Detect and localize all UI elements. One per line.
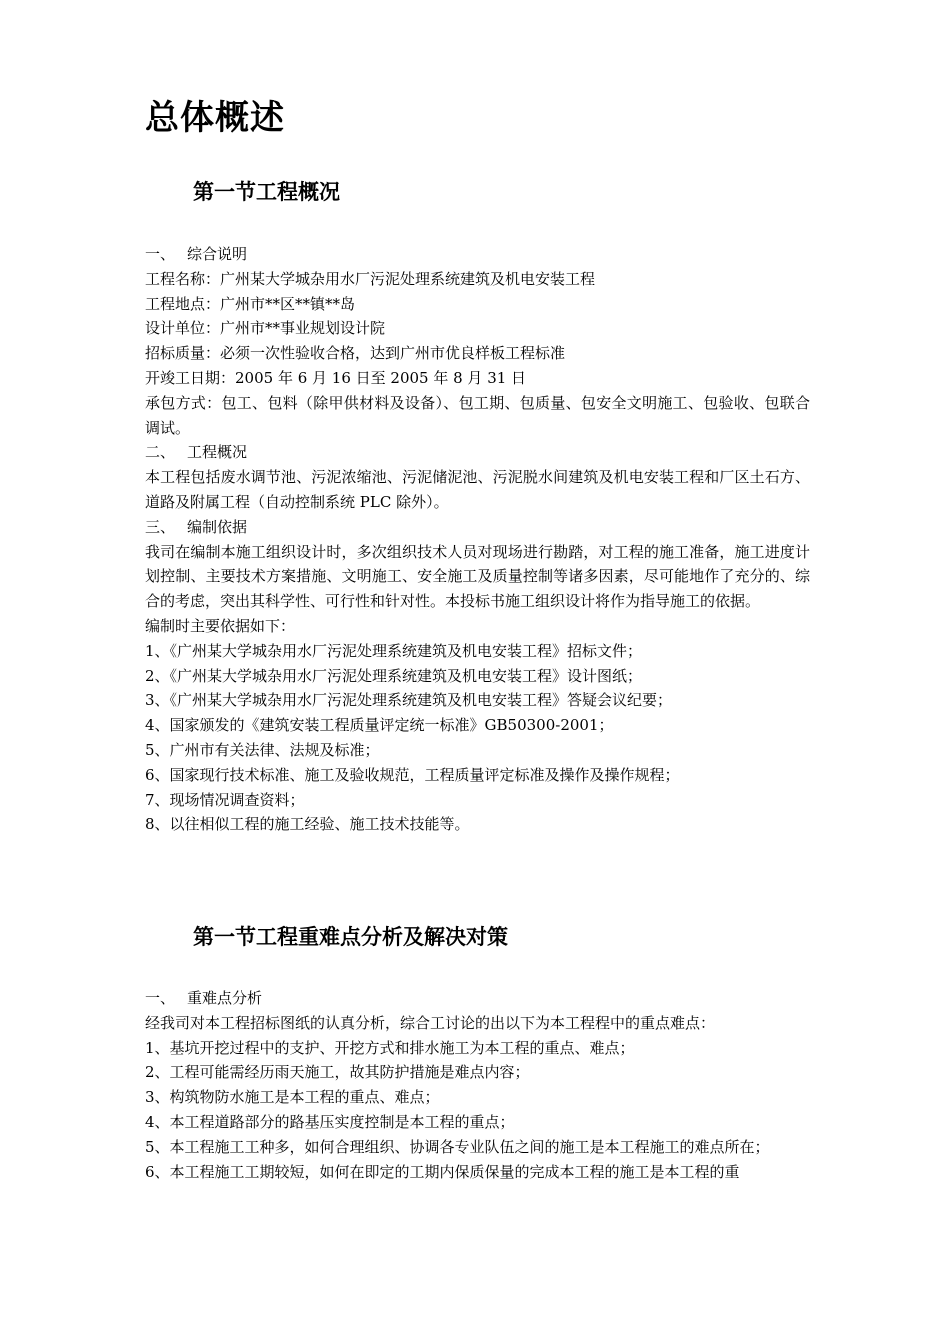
difficulty-item: 5、本工程施工工种多，如何合理组织、协调各专业队伍之间的施工是本工程施工的难点所在； (145, 1137, 770, 1156)
subheading-label: 重难点分析 (187, 989, 263, 1007)
subheading-label: 工程概况 (187, 443, 248, 462)
section-1-body (145, 242, 810, 837)
basis-item: 8、以往相似工程的施工经验、施工技术技能等。 (145, 815, 470, 834)
difficulty-item: 4、本工程道路部分的路基压实度控制是本工程的重点； (145, 1112, 515, 1131)
basis-item: 1、《广州某大学城杂用水厂污泥处理系统建筑及机电安装工程》招标文件； (145, 641, 643, 660)
overview-paragraph: 本工程包括废水调节池、污泥浓缩池、污泥储泥池、污泥脱水间建筑及机电安装工程和厂区土石方、道路及附属工程（自动控制系统 PLC 除外）。 (145, 468, 810, 511)
basis-item: 6、国家现行技术标准、施工及验收规范，工程质量评定标准及操作及操作规程； (145, 765, 680, 784)
subheading-label: 综合说明 (187, 245, 248, 263)
project-location-line: 工程地点：广州市**区**镇**岛 (145, 294, 356, 313)
section-2-body (145, 986, 810, 1184)
basis-item: 5、广州市有关法律、法规及标准； (145, 740, 380, 759)
difficulty-item: 3、构筑物防水施工是本工程的重点、难点； (145, 1088, 440, 1107)
design-unit-line: 设计单位：广州市**事业规划设计院 (145, 319, 386, 338)
analysis-intro: 经我司对本工程招标图纸的认真分析，综合工讨论的出以下为本工程程中的重点难点： (145, 1013, 716, 1032)
page-title: 总体概述 (145, 98, 285, 138)
difficulty-item: 6、本工程施工工期较短，如何在即定的工期内保质保量的完成本工程的施工是本工程的重 (145, 1162, 740, 1181)
difficulty-item: 2、工程可能需经历雨天施工，故其防护措施是难点内容； (145, 1063, 530, 1082)
basis-item: 7、现场情况调查资料； (145, 790, 305, 809)
section-1-title: 第一节工程概况 (193, 180, 340, 204)
subheading-3 (145, 515, 810, 540)
basis-item: 4、国家颁发的《建筑安装工程质量评定统一标准》GB50300-2001； (145, 716, 614, 735)
project-name-line: 工程名称：广州某大学城杂用水厂污泥处理系统建筑及机电安装工程 (145, 269, 596, 288)
subheading-1 (145, 242, 810, 267)
basis-item: 3、《广州某大学城杂用水厂污泥处理系统建筑及机电安装工程》答疑会议纪要； (145, 691, 673, 710)
subheading-number: 一、 (145, 245, 176, 263)
subheading-number: 一、 (145, 989, 176, 1007)
contract-paragraph: 承包方式：包工、包料（除甲供材料及设备）、包工期、包质量、包安全文明施工、包验收、包联合调试。 (145, 393, 810, 437)
subheading-number: 三、 (145, 517, 176, 536)
subheading-label: 编制依据 (187, 517, 248, 536)
basis-paragraph: 我司在编制本施工组织设计时，多次组织技术人员对现场进行勘踏，对工程的施工准备，施工进度计划控制、主要技术方案措施、文明施工、安全施工及质量控制等诸多因素，尽可能地作了充分的、综合的考虑，突出其科学性、可行性和针对性。本投标书施工组织设计将作为指导施工的依据。 (145, 542, 810, 611)
basis-intro: 编制时主要依据如下： (145, 616, 296, 635)
difficulty-item: 1、基坑开挖过程中的支护、开挖方式和排水施工为本工程的重点、难点； (145, 1038, 635, 1057)
subheading-analysis (145, 986, 810, 1011)
section-2-title: 第一节工程重难点分析及解决对策 (193, 925, 508, 949)
subheading-2 (145, 440, 810, 465)
basis-item: 2、《广州某大学城杂用水厂污泥处理系统建筑及机电安装工程》设计图纸； (145, 666, 643, 685)
quality-line: 招标质量：必须一次性验收合格，达到广州市优良样板工程标准 (145, 344, 566, 363)
subheading-number: 二、 (145, 443, 176, 462)
schedule-line: 开竣工日期：2005 年 6 月 16 日至 2005 年 8 月 31 日 (145, 368, 527, 387)
